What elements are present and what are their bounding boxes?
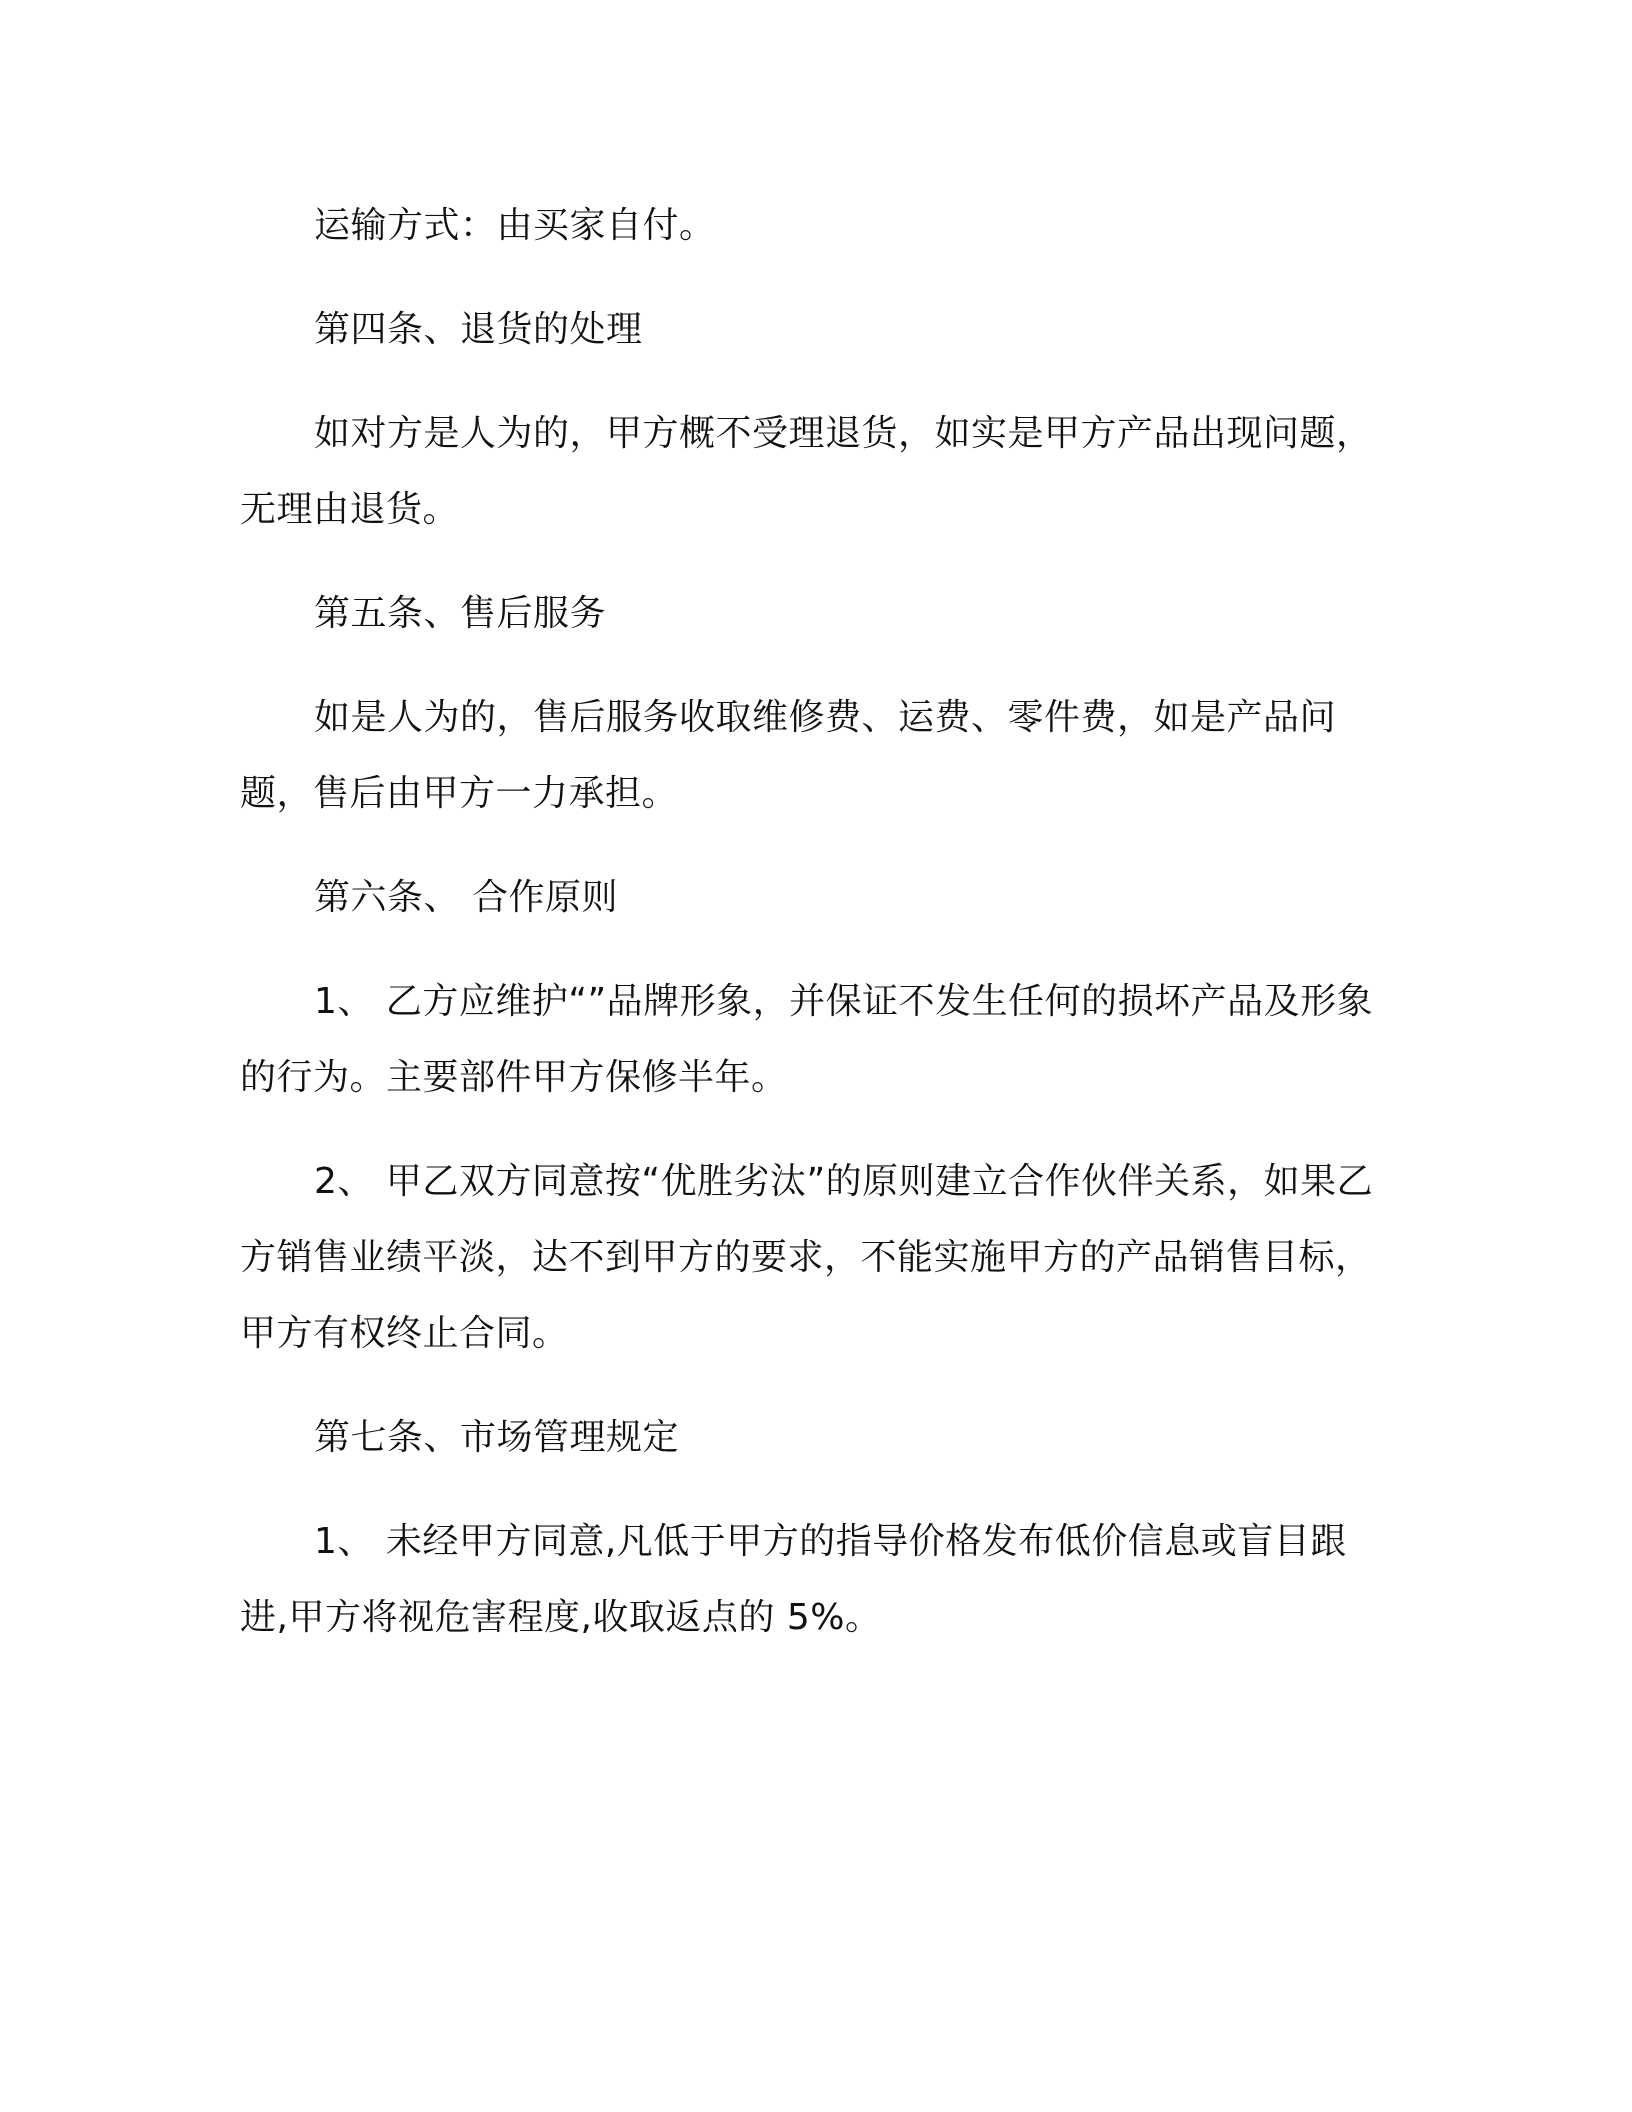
article-5-heading: 第五条、售后服务 [314,593,607,634]
shipping-method-text: 运输方式：由买家自付。 [314,205,716,246]
article-4-heading: 第四条、退货的处理 [314,309,643,350]
article-5-text: 如是人为的，售后服务收取维修费、运费、零件费，如是产品问题，售后由甲方一力承担。 [240,697,1337,814]
article-6-item-2: 2、 甲乙双方同意按“优胜劣汰”的原则建立合作伙伴关系，如果乙方销售业绩平淡，达不到甲方的要求，不能实施甲方的产品销售目标，甲方有权终止合同。 [240,1161,1374,1354]
document-body [240,188,1380,1684]
article-6-heading: 第六条、 合作原则 [314,877,618,918]
article-7-heading: 第七条、市场管理规定 [314,1417,680,1458]
article-6-item-1: 1、 乙方应维护“”品牌形象，并保证不发生任何的损坏产品及形象的行为。主要部件甲方保修半年。 [240,981,1374,1098]
article-7-item-1: 1、 未经甲方同意,凡低于甲方的指导价格发布低价信息或盲目跟进,甲方将视危害程度,收取返点的 5%。 [240,1521,1347,1638]
article-4-text: 如对方是人为的，甲方概不受理退货，如实是甲方产品出现问题，无理由退货。 [240,413,1373,530]
